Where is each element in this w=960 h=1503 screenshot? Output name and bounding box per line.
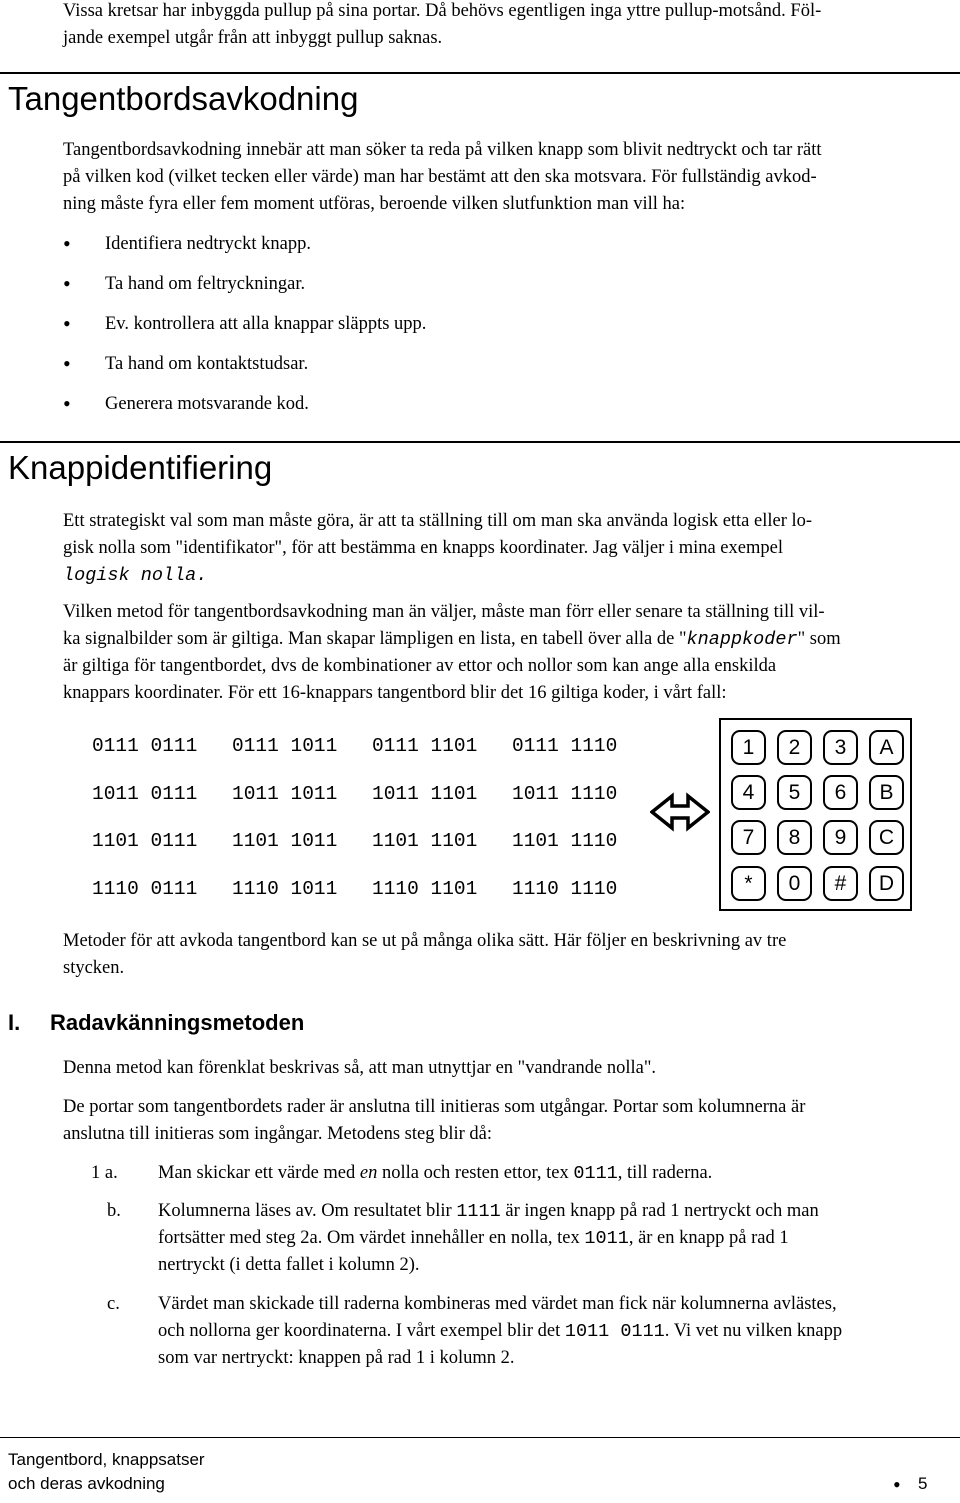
- keypad-diagram: [719, 718, 912, 911]
- step-bullet-list: [63, 229, 426, 429]
- section-heading-tangentbordsavkodning: Tangentbordsavkodning: [8, 80, 359, 117]
- keypad-key: B: [869, 775, 904, 810]
- code-cell: 1101 1110: [512, 830, 618, 852]
- keypad-key: C: [869, 820, 904, 855]
- code-cell: 1011 1110: [512, 782, 618, 805]
- code-cell: 0111 1101: [372, 735, 478, 757]
- radavkanning-paragraph-2: De portar som tangentbordets rader är anslutna till initieras som utgångar. Portar som kolumnerna är anslutna till initieras som ingångar. Metodens steg blir då:: [63, 1097, 806, 1144]
- key-code-table: [92, 735, 652, 925]
- code-cell: 1101 1101: [372, 830, 478, 852]
- keypad-key: 5: [777, 775, 812, 810]
- footer-title-line-2: och deras avkodning: [8, 1474, 165, 1493]
- step-label: c.: [107, 1294, 120, 1314]
- step-label: b.: [107, 1201, 121, 1221]
- code-cell: 1101 1011: [232, 830, 338, 852]
- table-row: [92, 830, 652, 878]
- keypad-key: A: [869, 730, 904, 765]
- keypad-key: 0: [777, 866, 812, 901]
- code-cell: 1110 1011: [232, 877, 338, 900]
- knappidentifiering-paragraph-1: Ett strategiskt val som man måste göra, är att ta ställning till om man ska använda logisk etta eller lo- gisk nolla som "identifikator", för att bestämma en knapps koordinater. Jag väljer i mina exempel logisk nolla.: [63, 511, 813, 586]
- table-row: [92, 783, 652, 831]
- keypad-key: 1: [731, 730, 766, 765]
- list-item: • Generera motsvarande kod.: [63, 389, 426, 429]
- section-heading-radavkanningsmetoden: Radavkänningsmetoden: [50, 1010, 305, 1035]
- list-item: • Ta hand om feltryckningar.: [63, 269, 426, 309]
- keypad-key: #: [823, 866, 858, 901]
- keypad-key: *: [731, 866, 766, 901]
- knappidentifiering-paragraph-2: Vilken metod för tangentbordsavkodning man än väljer, måste man förr eller senare ta ställning till vil- ka signalbilder som är giltiga. Man skapar lämpligen en lista, en tabell över alla de "knappkoder" som är giltiga för tangentbordet, dvs de kombinationer av ettor och nollor som kan ange alla enskilda knappars koordinater. För ett 16-knappars tangentbord blir det 16 giltiga koder, i vårt fall:: [63, 602, 841, 703]
- code-cell: 1011 0111: [92, 782, 198, 805]
- section-rule: [0, 72, 960, 74]
- keypad-key: D: [869, 866, 904, 901]
- code-cell: 1101 0111: [92, 830, 198, 852]
- keypad-key: 9: [823, 820, 858, 855]
- section-rule: [0, 441, 960, 443]
- code-cell: 0111 1110: [512, 735, 618, 757]
- list-item: • Identifiera nedtryckt knapp.: [63, 229, 426, 269]
- table-row: [92, 878, 652, 926]
- keypad-key: 3: [823, 730, 858, 765]
- code-cell: 1011 1011: [232, 782, 338, 805]
- keypad-key: 2: [777, 730, 812, 765]
- keypad-key: 8: [777, 820, 812, 855]
- tangentbordsavkodning-paragraph: Tangentbordsavkodning innebär att man söker ta reda på vilken knapp som blivit nedtryckt och tar rätt på vilken kod (vilket tecken eller värde) man har bestämt att den ska motsvara. För fullständig avkod- ning måste fyra eller fem moment utföras, beroende vilken slutfunktion man vill ha:: [63, 140, 822, 214]
- code-cell: 1110 1110: [512, 877, 618, 900]
- radavkanning-paragraph-1: Denna metod kan förenklat beskrivas så, att man utnyttjar en "vandrande nolla".: [63, 1058, 657, 1078]
- footer-rule: [0, 1437, 960, 1438]
- keypad-key: 7: [731, 820, 766, 855]
- code-cell: 0111 0111: [92, 735, 198, 757]
- list-item: • Ta hand om kontaktstudsar.: [63, 349, 426, 389]
- code-cell: 1011 1101: [372, 782, 478, 805]
- step-label: 1 a.: [91, 1163, 118, 1183]
- keypad-key: 4: [731, 775, 766, 810]
- footer-title-line-1: Tangentbord, knappsatser: [8, 1450, 205, 1469]
- list-item: • Ev. kontrollera att alla knappar släppts upp.: [63, 309, 426, 349]
- table-row: [92, 735, 652, 783]
- code-cell: 1110 1101: [372, 877, 478, 900]
- footer-bullet-icon: •: [893, 1472, 901, 1497]
- document-page: Vissa kretsar har inbyggda pullup på sina portar. Då behövs egentligen inga yttre pullup-motsånd. Föl- jande exempel utgår från att inbyggt pullup saknas. Tangentbordsavkodning Tangentbordsavkodning innebär att man söker ta reda på vilken knapp som blivit nedtryckt och tar rätt på vilken kod (vilket tecken eller värde) man har bestämt att den ska motsvara. För fullständig avkod- ning måste fyra eller fem moment utföras, beroende vilken slutfunktion man vill ha: • Identifiera nedtryckt knapp. • Ta hand om feltryckningar. • Ev. kontrollera att alla knappar släppts upp. • Ta hand om kontaktstudsar. • Generera motsvarande kod. Knappidentifiering Ett strategiskt val som man måste göra, är att ta ställning till om man ska använda logisk etta eller lo- gisk nolla som "identifikator", för att bestämma en knapps koordinater. Jag väljer i mina exempel logisk nolla. Vilken metod för tangentbordsavkodning man än väljer, måste man förr eller senare ta ställning till vil- ka signalbilder som är giltiga. Man skapar lämpligen en lista, en tabell över alla de "knappkoder" som är giltiga för tangentbordet, dvs de kombinationer av ettor och nollor som kan ange alla enskilda knappars koordinater. För ett 16-knappars tangentbord blir det 16 giltiga koder, i vårt fall: 0111 0111 0111 1011 0111 1101 0111 1110 1011 0111 1011 1011 1011 1101 1011 1110 1101 0111 1101 1011 1101 1101 1101 1110 1110 0111 1110 1011 1110 1101 1110 1110 1 2 3 A 4 5 6 B 7 8 9 C * 0 # D Metoder för att avkoda tangentbord kan se ut på många olika sätt. Här följer en beskrivning av tre stycken. I. Radavkänningsmetoden Denna metod kan förenklat beskrivas så, att man utnyttjar en "vandrande nolla". De portar som tangentbordets rader är anslutna till initieras som utgångar. Portar som kolumnerna är anslutna till initieras som ingångar. Metodens steg blir då: 1 a. Man skickar ett värde med en nolla och resten ettor, tex 0111, till raderna. b. Kolumnerna läses av. Om resultatet blir 1111 är ingen knapp på rad 1 nertryckt och man fortsätter med steg 2a. Om värdet innehåller en nolla, tex 1011, är en knapp på rad 1 nertryckt (i detta fallet i kolumn 2). c. Värdet man skickade till raderna kombineras med värdet man fick när kolumnerna avlästes, och nollorna ger koordinaterna. I vårt exempel blir det 1011 0111. Vi vet nu vilken knapp som var nertryckt: knappen på rad 1 i kolumn 2. Tangentbord, knappsatser och deras avkodning • 5: [0, 0, 960, 1503]
- section-heading-knappidentifiering: Knappidentifiering: [8, 449, 273, 486]
- code-cell: 1110 0111: [92, 877, 198, 900]
- intro-paragraph: Vissa kretsar har inbyggda pullup på sina portar. Då behövs egentligen inga yttre pullup-motsånd. Föl- jande exempel utgår från att inbyggt pullup saknas.: [63, 1, 822, 48]
- page-number: 5: [918, 1474, 928, 1493]
- double-arrow-icon: [650, 792, 710, 832]
- keypad-key: 6: [823, 775, 858, 810]
- methods-paragraph: Metoder för att avkoda tangentbord kan se ut på många olika sätt. Här följer en beskrivning av tre stycken.: [63, 931, 787, 978]
- section-number: I.: [8, 1010, 21, 1035]
- code-cell: 0111 1011: [232, 735, 338, 757]
